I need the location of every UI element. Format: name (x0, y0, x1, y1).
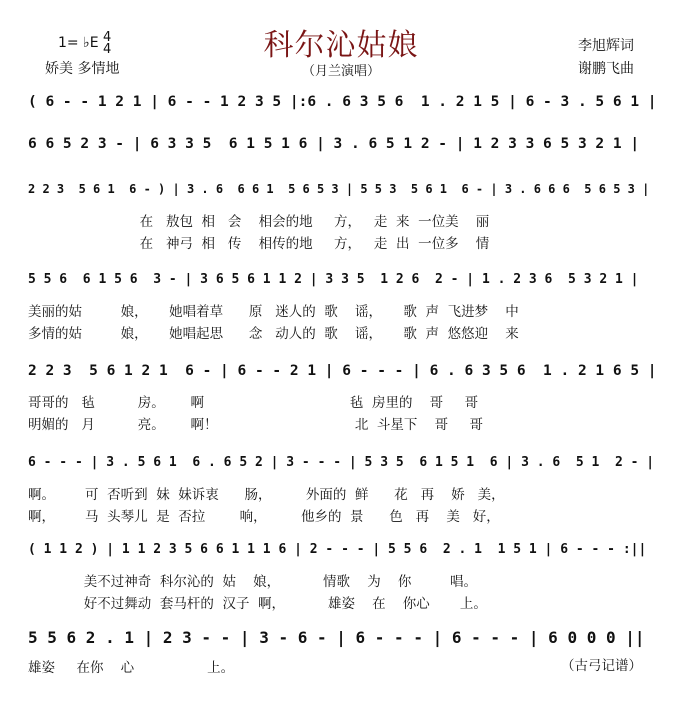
lyric-line-verse-1: 啊。 可 否听到 妹 妹诉衷 肠， 外面的 鲜 花 再 娇 美， (28, 487, 505, 503)
lyric-line-verse-1: 雄姿 在你 心 上。 (28, 660, 235, 676)
lyric-line-verse-1: 美不过神奇 科尔沁的 姑 娘， 情歌 为 你 唱。 (28, 574, 477, 590)
lyric-line-verse-1: 在 敖包 相 会 相会的地 方， 走 来 一位美 丽 (28, 214, 490, 230)
notation-line: 5 5 6 2 . 1 | 2 3 - - | 3 - 6 - | 6 - - - | 6 - - - | 6 0 0 0 || (28, 628, 645, 647)
notation-line: 2 2 3 5 6 1 2 1 6 - | 6 - - 2 1 | 6 - - - | 6 . 6 3 5 6 1 . 2 1 6 5 | (28, 363, 657, 379)
composer: 谢鹏飞曲 (578, 61, 634, 77)
performer: （月兰演唱） (301, 64, 380, 79)
notation-line: 6 6 5 2 3 - | 6 3 3 5 6 1 5 1 6 | 3 . 6 5 1 2 - | 1 2 3 3 6 5 3 2 1 | (28, 136, 640, 152)
expression-marking: 娇美 多情地 (45, 61, 120, 77)
lyric-line-verse-2: 在 神弓 相 传 相传的地 方， 走 出 一位多 情 (28, 236, 490, 252)
lyricist: 李旭辉词 (578, 38, 634, 54)
time-signature (103, 32, 111, 56)
notation-line: ( 1 1 2 ) | 1 1 2 3 5 6 6 1 1 1 6 | 2 - - - | 5 5 6 2 . 1 1 5 1 | 6 - - - :|| (28, 542, 647, 557)
lyric-line-verse-2: 多情的姑 娘， 她唱起思 念 动人的 歌 谣， 歌 声 悠悠迎 来 (28, 326, 519, 342)
transcriber-credit: （古弓记谱） (561, 658, 642, 674)
key-signature: 1= ♭E (58, 35, 99, 51)
time-signature-top: 4 (103, 30, 112, 45)
notation-line: 6 - - - | 3 . 5 6 1 6 . 6 5 2 | 3 - - - | 5 3 5 6 1 5 1 6 | 3 . 6 5 1 2 - | (28, 455, 655, 470)
lyric-line-verse-1: 美丽的姑 娘， 她唱着草 原 迷人的 歌 谣， 歌 声 飞进梦 中 (28, 304, 519, 320)
lyric-line-verse-2: 好不过舞动 套马杆的 汉子 啊， 雄姿 在 你心 上。 (28, 596, 487, 612)
notation-line: 2 2 3 5 6 1 6 - ) | 3 . 6 6 6 1 5 6 5 3 | 5 5 3 5 6 1 6 - | 3 . 6 6 6 5 6 5 3 | (28, 182, 650, 196)
lyric-line-verse-1: 哥哥的 毡 房。 啊 毡 房里的 哥 哥 (28, 395, 479, 411)
time-signature-bottom: 4 (103, 42, 112, 57)
notation-line: 5 5 6 6 1 5 6 3 - | 3 6 5 6 1 1 2 | 3 3 5 1 2 6 2 - | 1 . 2 3 6 5 3 2 1 | (28, 272, 639, 287)
song-title: 科尔沁姑娘 (263, 28, 419, 63)
lyric-line-verse-2: 啊， 马 头琴儿 是 否拉 响， 他乡的 景 色 再 美 好， (28, 509, 500, 525)
lyric-line-verse-2: 明媚的 月 亮。 啊！ 北 斗星下 哥 哥 (28, 417, 484, 433)
notation-line: ( 6 - - 1 2 1 | 6 - - 1 2 3 5 |:6 . 6 3 5 6 1 . 2 1 5 | 6 - 3 . 5 6 1 | (28, 94, 657, 110)
